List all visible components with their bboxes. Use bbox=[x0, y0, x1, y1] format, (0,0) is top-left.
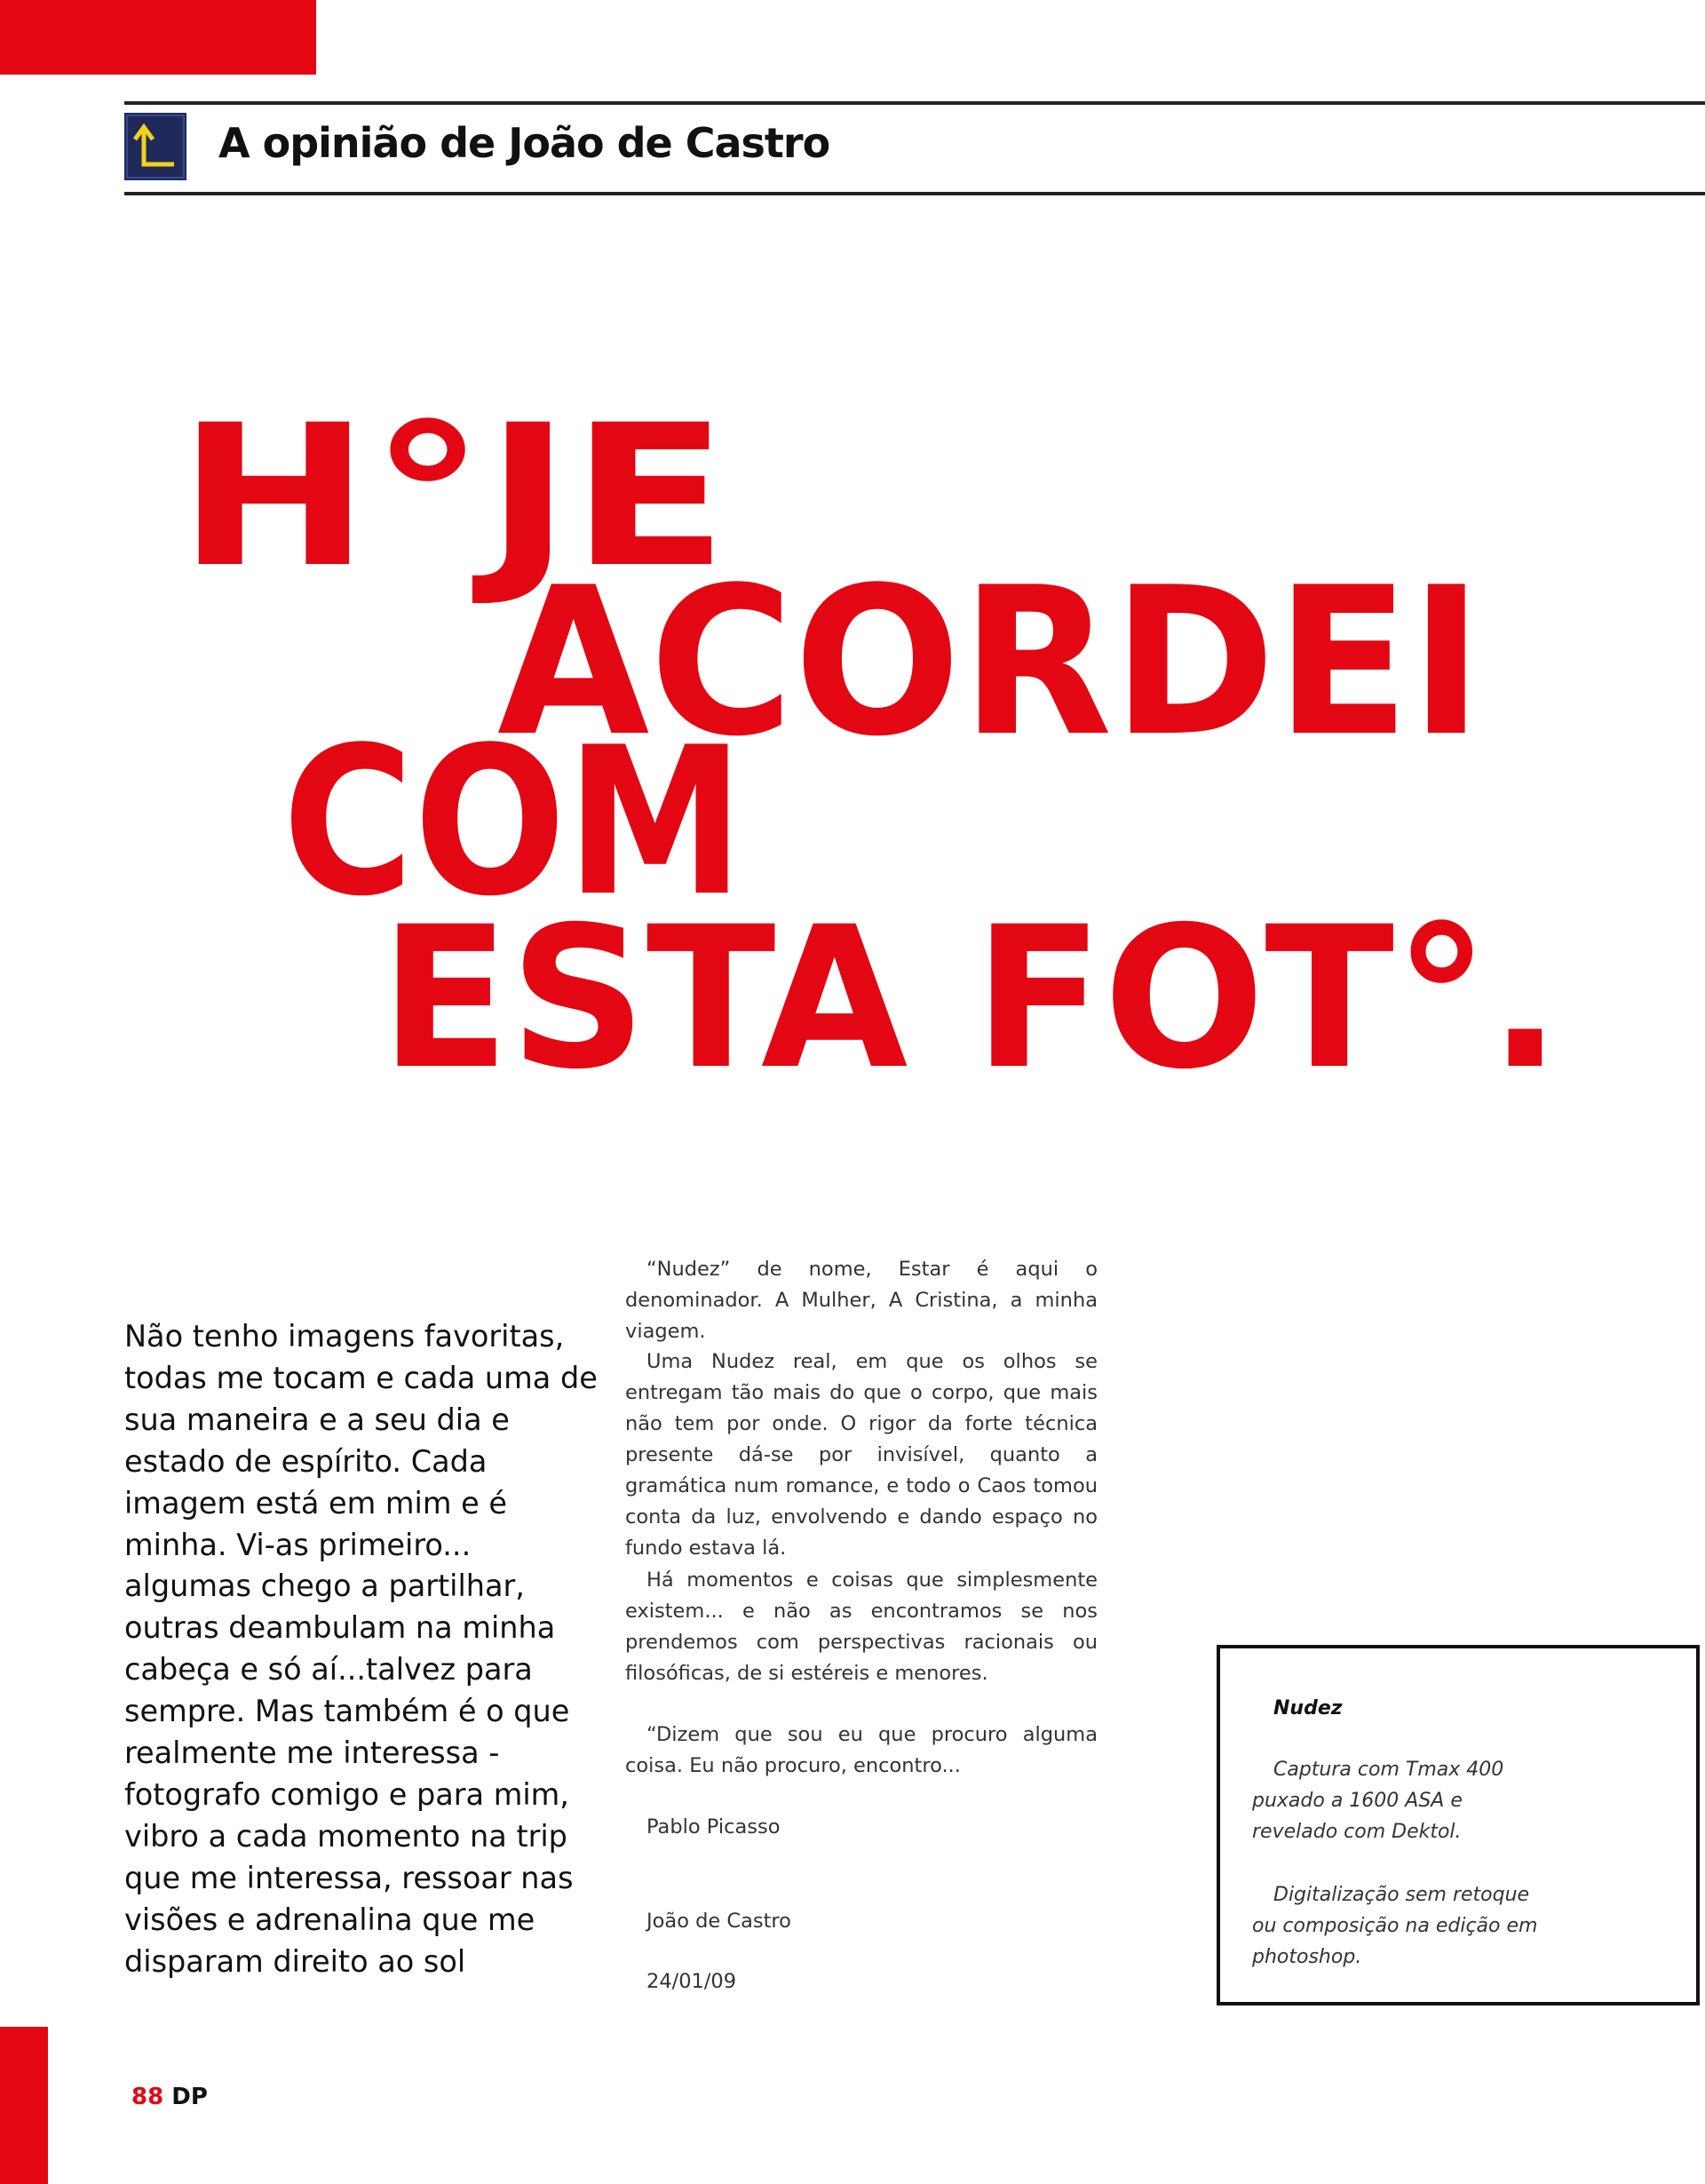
red-side-band bbox=[0, 2027, 48, 2184]
section-title: A opinião de João de Castro bbox=[218, 119, 830, 167]
body-quote: “Dizem que sou eu que procuro alguma coisa. Eu não procuro, encontro... bbox=[625, 1723, 1098, 1777]
return-arrow-icon bbox=[124, 113, 186, 180]
headline-line-4: ESTA FOT°. bbox=[380, 885, 1561, 1112]
quote-author: Pablo Picasso bbox=[646, 1815, 781, 1839]
caption-paragraph-1: Captura com Tmax 400 puxado a 1600 ASA e revelado com Dektol. bbox=[1252, 1759, 1504, 1843]
date: 24/01/09 bbox=[646, 1970, 737, 1993]
header-rule-bottom bbox=[124, 192, 1705, 195]
headline-line-3: COM bbox=[282, 704, 744, 941]
page-folio bbox=[131, 2084, 208, 2110]
headline-line-2: ACORDEI bbox=[497, 544, 1483, 782]
signature: João de Castro bbox=[646, 1910, 791, 1933]
headline bbox=[0, 338, 1705, 1119]
caption-box bbox=[1217, 1645, 1700, 2005]
body-paragraph-2: Uma Nudez real, em que os olhos se entregam tão mais do que o corpo, que mais não tem por onde. O rigor da forte técnica presente dá-se por invisível, quanto a gramática num romance, e todo o Caos tomou conta da luz, envolvendo e dando espaço no fundo estava lá. bbox=[625, 1350, 1098, 1560]
page-number: 88 bbox=[131, 2084, 164, 2110]
magazine-name: DP bbox=[171, 2084, 208, 2110]
header-rule-top bbox=[124, 101, 1705, 105]
body-paragraph-3: Há momentos e coisas que simplesmente existem... e não as encontramos se nos prendemos com perspectivas racionais ou filosóficas, de si estéreis e menores. bbox=[625, 1569, 1098, 1685]
lead-paragraph: Não tenho imagens favoritas, todas me tocam e cada uma de sua maneira e a seu dia e estado de espírito. Cada imagem está em mim e é minha. Vi-as primeiro... algumas chego a partilhar, outras deambulam na minha cabeça e só aí...talvez para sempre. Mas também é o que realmente me interessa - fotografo comigo e para mim, vibro a cada momento na trip que me interessa, ressoar nas visões e adrenalina que me disparam direito ao sol bbox=[124, 1319, 598, 1979]
body-paragraph-1: “Nudez” de nome, Estar é aqui o denominador. A Mulher, A Cristina, a minha viagem. bbox=[625, 1258, 1098, 1343]
caption-paragraph-2: Digitalização sem retoque ou composição na edição em photoshop. bbox=[1252, 1884, 1538, 1968]
caption-title: Nudez bbox=[1273, 1697, 1343, 1719]
red-corner-band bbox=[0, 0, 316, 75]
headline-line-1: H°JE bbox=[178, 383, 728, 610]
